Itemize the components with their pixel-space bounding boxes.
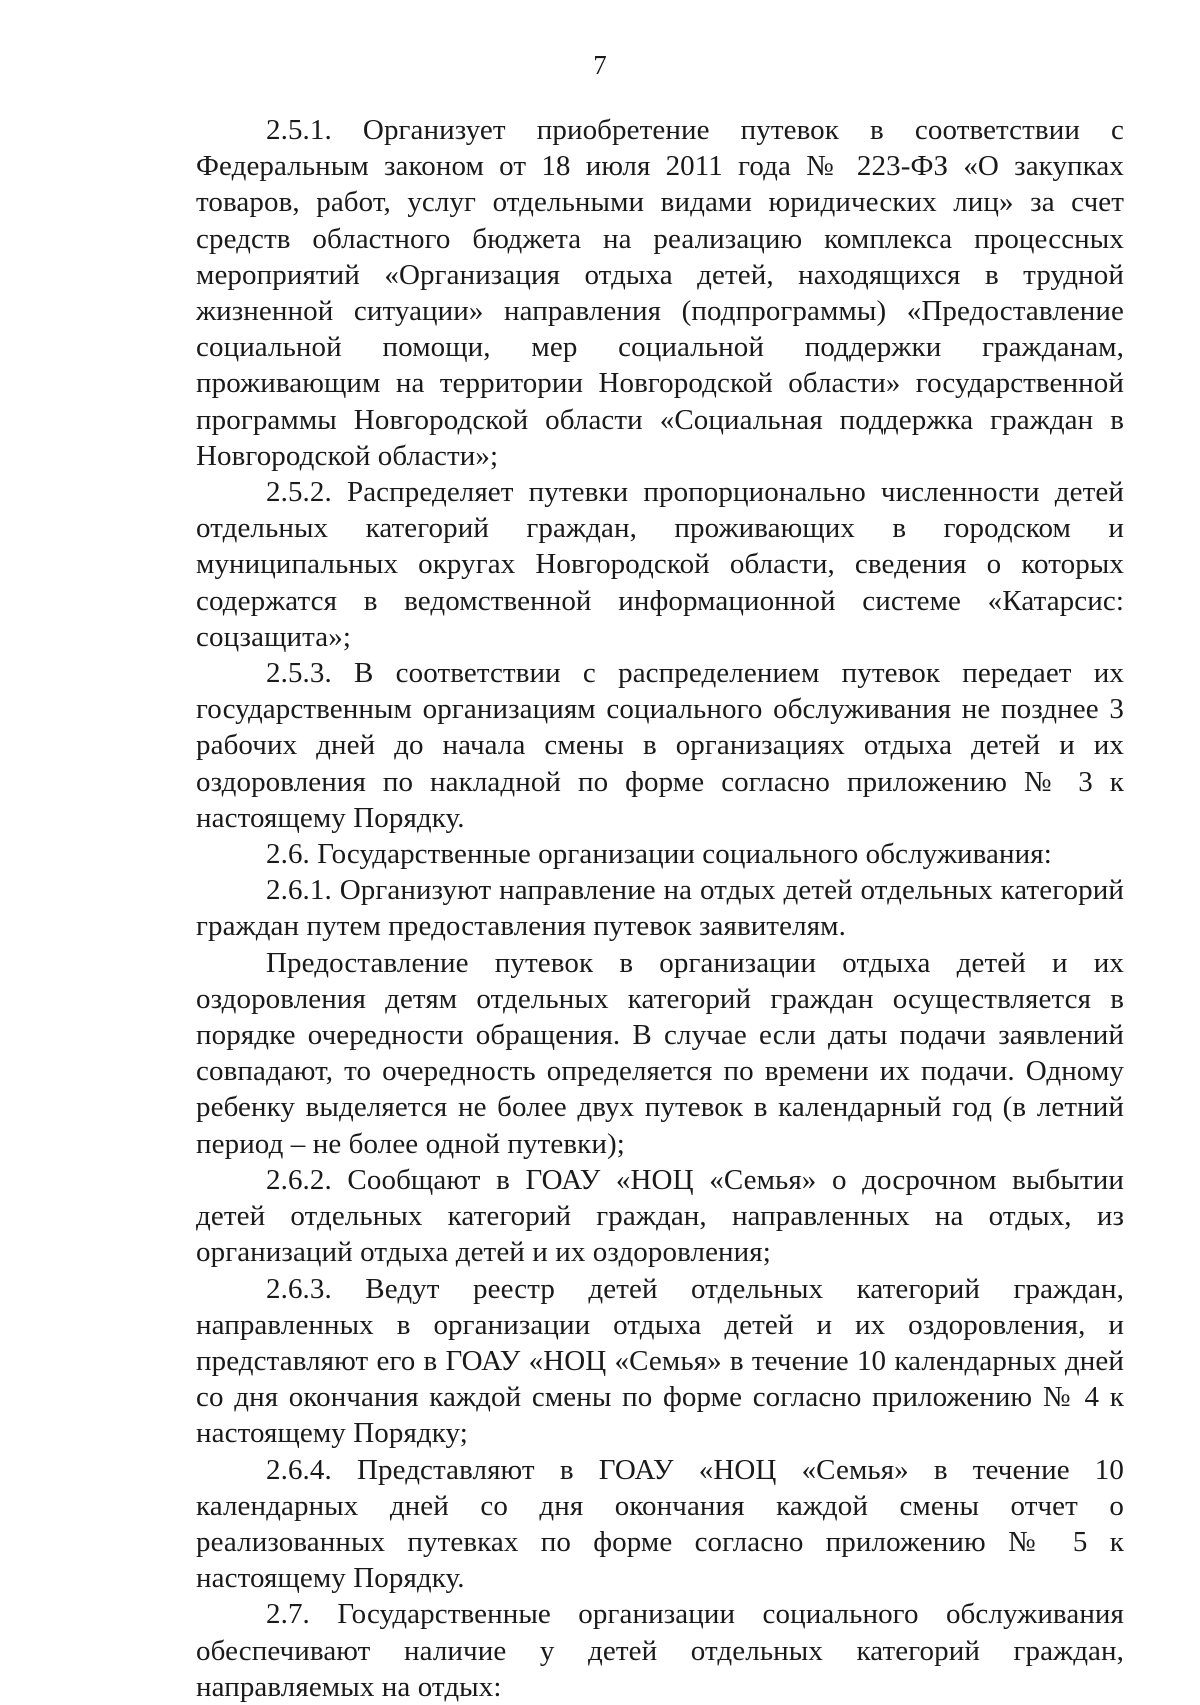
page-number: 7 [593, 50, 607, 80]
paragraph-2-5-1: 2.5.1. Организует приобретение путевок в соответствии с Федеральным законом от 18 июля 2011 года № 223-ФЗ «О закупках товаров, работ, услуг отдельными видами юридических лиц» за счет средств областного бюджета на реализацию комплекса процессных мероприятий «Организация отдыха детей, находящихся в трудной жизненной ситуации» направления (подпрограммы) «Предоставление социальной помощи, мер социальной поддержки гражданам, проживающим на территории Новгородской области» государственной программы Новгородской области «Социальная поддержка граждан в Новгородской области»; [196, 114, 1124, 472]
paragraph-2-6-3: 2.6.3. Ведут реестр детей отдельных категорий граждан, направленных в организации отдыха детей и их оздоровления, и представляют его в ГОАУ «НОЦ «Семья» в течение 10 календарных дней со дня окончания каждой смены по форме согласно приложению № 4 к настоящему Порядку; [196, 1272, 1124, 1450]
paragraph-2-7: 2.7. Государственные организации социального обслуживания обеспечивают наличие у детей отдельных категорий граждан, направляемых на отдых: [196, 1598, 1124, 1703]
document-body [196, 112, 1124, 1705]
paragraph-2-6-1-provision: Предоставление путевок в организации отдыха детей и их оздоровления детям отдельных категорий граждан осуществляется в порядке очередности обращения. В случае если даты подачи заявлений совпадают, то очередность определяется по времени их подачи. Одному ребенку выделяется не более двух путевок в календарный год (в летний период – не более одной путевки); [196, 946, 1124, 1160]
paragraph-2-6-2: 2.6.2. Сообщают в ГОАУ «НОЦ «Семья» о досрочном выбытии детей отдельных категорий граждан, направленных на отдых, из организаций отдыха детей и их оздоровления; [196, 1163, 1124, 1269]
paragraph-2-6-1: 2.6.1. Организуют направление на отдых детей отдельных категорий граждан путем предоставления путевок заявителям. [196, 874, 1124, 943]
paragraph-2-6: 2.6. Государственные организации социального обслуживания: [266, 838, 1052, 871]
paragraph-2-5-3: 2.5.3. В соответствии с распределением путевок передает их государственным организациям социального обслуживания не позднее 3 рабочих дней до начала смены в организациях отдыха детей и их оздоровления по накладной по форме согласно приложению № 3 к настоящему Порядку. [196, 657, 1124, 834]
paragraph-2-5-2: 2.5.2. Распределяет путевки пропорционально численности детей отдельных категорий граждан, проживающих в городском и муниципальных округах Новгородской области, сведения о которых содержатся в ведомственной информационной системе «Катарсис: соцзащита»; [196, 476, 1124, 653]
paragraph-2-6-4: 2.6.4. Представляют в ГОАУ «НОЦ «Семья» в течение 10 календарных дней со дня окончания каждой смены отчет о реализованных путевках по форме согласно приложению № 5 к настоящему Порядку. [196, 1453, 1124, 1595]
